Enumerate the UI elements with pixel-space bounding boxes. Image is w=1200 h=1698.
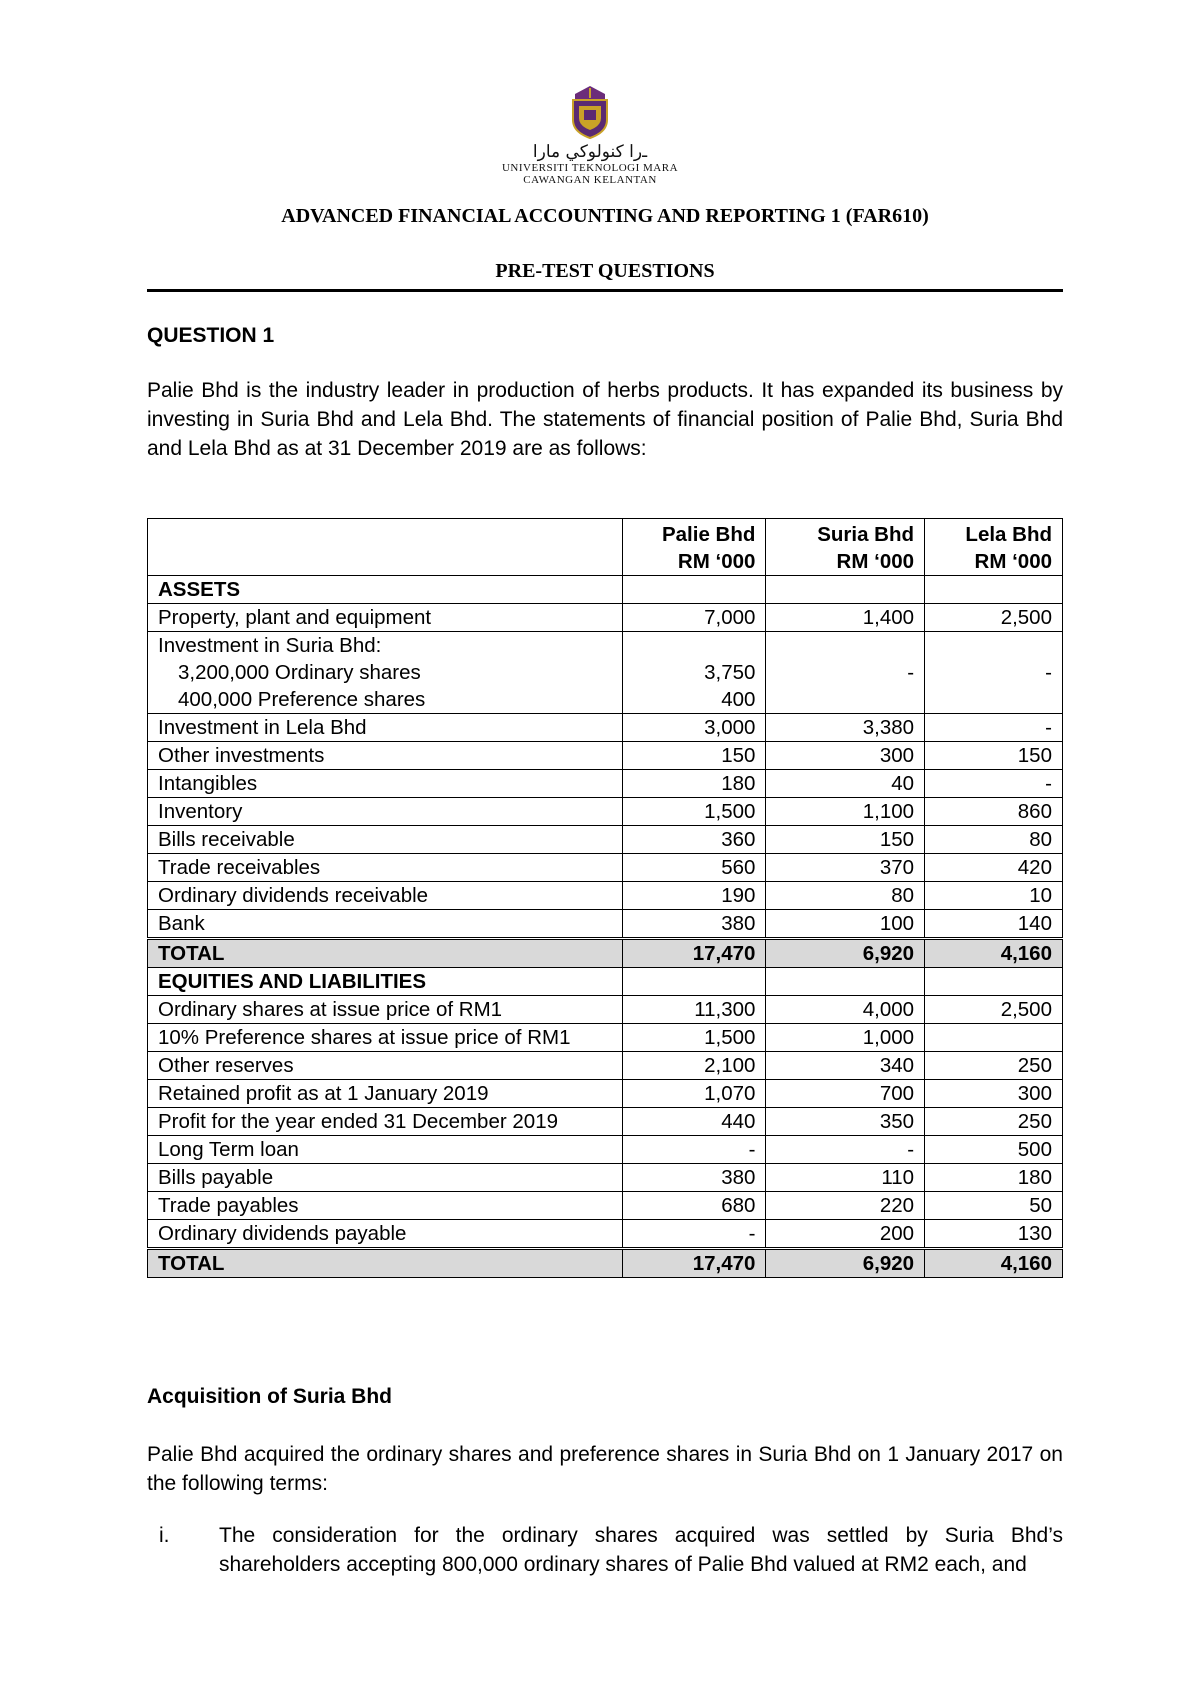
table-row: Trade payables 680 220 50 (148, 1192, 1063, 1220)
header-palie: Palie Bhd RM ‘000 (622, 519, 766, 576)
acquisition-intro: Palie Bhd acquired the ordinary shares and preference shares in Suria Bhd on 1 January 2017 on the following terms: (147, 1443, 1063, 1495)
table-row: Other reserves 2,100 340 250 (148, 1052, 1063, 1080)
acquisition-heading: Acquisition of Suria Bhd (147, 1385, 392, 1408)
table-header-row (148, 519, 1063, 576)
table-row: Bills payable 380 110 180 (148, 1164, 1063, 1192)
total-equity-row: TOTAL 17,470 6,920 4,160 (148, 1249, 1063, 1278)
question-intro: Palie Bhd is the industry leader in production of herbs products. It has expanded its business by investing in Suria Bhd and Lela Bhd. The statements of financial position of Palie Bhd, Suria Bhd and Lela Bhd as at 31 December 2019 are as follows: (147, 379, 1063, 460)
table-row: Bills receivable 360 150 80 (148, 826, 1063, 854)
table-row: Long Term loan - - 500 (148, 1136, 1063, 1164)
course-title: ADVANCED FINANCIAL ACCOUNTING AND REPORTING 1 (FAR610) (281, 205, 929, 227)
page-subtitle: PRE-TEST QUESTIONS (495, 260, 715, 282)
table-row: Inventory 1,500 1,100 860 (148, 798, 1063, 826)
table-row: Investment in Suria Bhd: 3,200,000 Ordinary shares 400,000 Preference shares 3,750 400 - - (148, 632, 1063, 714)
university-logo (470, 84, 710, 190)
table-row: Intangibles 180 40 - (148, 770, 1063, 798)
table-row: Other investments 150 300 150 (148, 742, 1063, 770)
table-row: Property, plant and equipment 7,000 1,400 2,500 (148, 604, 1063, 632)
section-assets: ASSETS (148, 576, 1063, 604)
list-number: i. (159, 1524, 170, 1547)
university-name: UNIVERSITI TEKNOLOGI MARA (501, 162, 679, 174)
financial-position-table (147, 518, 1063, 1278)
table-row: Retained profit as at 1 January 2019 1,070 700 300 (148, 1080, 1063, 1108)
section-equity: EQUITIES AND LIABILITIES (148, 968, 1063, 996)
header-suria: Suria Bhd RM ‘000 (766, 519, 925, 576)
campus-name: CAWANGAN KELANTAN (523, 174, 657, 186)
crest-icon (567, 84, 613, 140)
question-heading: QUESTION 1 (147, 324, 275, 347)
table-row: Profit for the year ended 31 December 2019 440 350 250 (148, 1108, 1063, 1136)
header-lela: Lela Bhd RM ‘000 (925, 519, 1063, 576)
table-row: 10% Preference shares at issue price of RM1 1,500 1,000 (148, 1024, 1063, 1052)
list-text: The consideration for the ordinary shares acquired was settled by Suria Bhd’s shareholders accepting 800,000 ordinary shares of Palie Bhd valued at RM2 each, and (219, 1524, 1063, 1576)
table-row: Ordinary dividends payable - 200 130 (148, 1220, 1063, 1249)
table-row: Bank 380 100 140 (148, 910, 1063, 939)
table-row: Ordinary dividends receivable 190 80 10 (148, 882, 1063, 910)
total-assets-row: TOTAL 17,470 6,920 4,160 (148, 939, 1063, 968)
table-row: Ordinary shares at issue price of RM1 11,300 4,000 2,500 (148, 996, 1063, 1024)
title-divider (147, 289, 1063, 292)
header-blank (148, 519, 623, 576)
table-row: Trade receivables 560 370 420 (148, 854, 1063, 882)
logo-script: ـﺭﺍ ﻛﻨﻮﻟﻮﻛﻲ ﻣﺎﺭﺍ (532, 142, 648, 162)
table-row: Investment in Lela Bhd 3,000 3,380 - (148, 714, 1063, 742)
